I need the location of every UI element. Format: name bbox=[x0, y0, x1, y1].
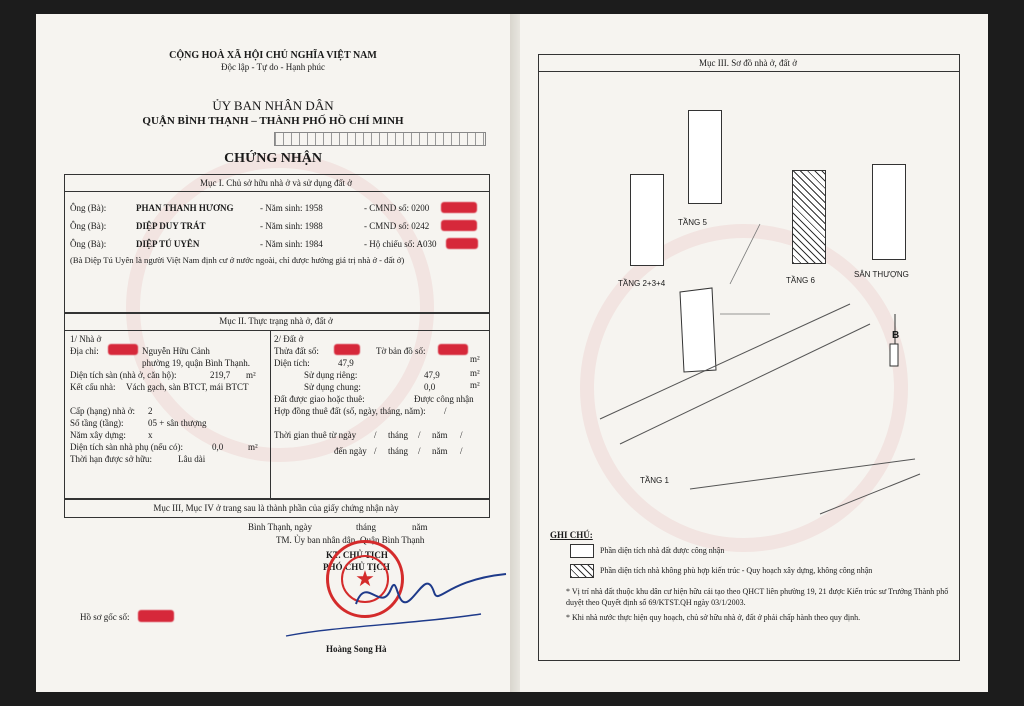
slash: / bbox=[460, 446, 463, 456]
district-title: QUẬN BÌNH THẠNH – THÀNH PHỐ HỒ CHÍ MINH bbox=[142, 115, 404, 127]
lease-contract-label: Hợp đồng thuê đất (số, ngày, tháng, năm): bbox=[274, 406, 426, 416]
plan-note: * Khi nhà nước thực hiện quy hoạch, chủ sở hữu nhà ở, đất ở phải chấp hành theo quy định. bbox=[566, 613, 861, 622]
house-grade-label: Cấp (hạng) nhà ở: bbox=[70, 406, 135, 416]
owner-name: DIỆP TÚ UYÊN bbox=[136, 239, 200, 249]
built-year-value: x bbox=[148, 430, 153, 440]
tenure-value: Lâu dài bbox=[178, 454, 206, 464]
sign-month-label: tháng bbox=[356, 522, 376, 532]
floor-plan-caption: TẦNG 6 bbox=[786, 276, 815, 285]
owner-name: DIỆP DUY TRÁT bbox=[136, 221, 206, 231]
sign-year-label: năm bbox=[412, 522, 428, 532]
year-label: năm bbox=[432, 430, 448, 440]
north-arrow-label: B bbox=[892, 330, 900, 341]
unit: m² bbox=[470, 368, 480, 378]
sign-district: Quận Bình Thạnh bbox=[360, 535, 425, 545]
sign-on-behalf: TM. Ủy ban nhân dân bbox=[276, 535, 356, 545]
owner-prefix: Ông (Bà): bbox=[70, 239, 107, 249]
redaction-mark bbox=[138, 610, 174, 622]
owner-birth-year: - Năm sinh: 1984 bbox=[260, 239, 323, 249]
land-area-value: 47,9 bbox=[338, 358, 354, 368]
year-label: năm bbox=[432, 446, 448, 456]
official-red-seal: ★ bbox=[326, 540, 404, 618]
owner-id: - CMND số: 0200 bbox=[364, 203, 430, 213]
certificate-right-page bbox=[520, 14, 988, 692]
slash: / bbox=[460, 430, 463, 440]
signer-name: Hoàng Song Hà bbox=[326, 644, 387, 654]
storeys-value: 05 + sân thượng bbox=[148, 418, 207, 428]
floor-area-label: Diện tích sàn (nhà ở, căn hộ): bbox=[70, 370, 177, 380]
private-use-label: Sử dụng riêng: bbox=[304, 370, 358, 380]
lease-to-label: đến ngày bbox=[334, 446, 367, 456]
common-use-label: Sử dụng chung: bbox=[304, 382, 361, 392]
slash: / bbox=[418, 430, 421, 440]
handwritten-signature bbox=[36, 14, 510, 692]
site-plan-title: Mục III. Sơ đồ nhà ở, đất ở bbox=[698, 58, 797, 68]
sign-day-label: , ngày bbox=[290, 522, 312, 532]
owner-prefix: Ông (Bà): bbox=[70, 221, 107, 231]
map-sheet-label: Tờ bản đồ số: bbox=[376, 346, 426, 356]
motto: Độc lập - Tự do - Hạnh phúc bbox=[221, 62, 325, 72]
owner-name: PHAN THANH HƯƠNG bbox=[136, 203, 234, 213]
structure-value: Vách gạch, sàn BTCT, mái BTCT bbox=[126, 382, 249, 392]
certificate-title: CHỨNG NHẬN bbox=[224, 151, 322, 166]
lease-from-label: Thời gian thuê từ ngày bbox=[274, 430, 357, 440]
footer-note: Mục III, Mục IV ở trang sau là thành phần của giấy chứng nhận này bbox=[153, 503, 399, 513]
month-label: tháng bbox=[388, 446, 408, 456]
owner-id: - CMND số: 0242 bbox=[364, 221, 430, 231]
lease-contract-value: / bbox=[444, 406, 447, 416]
land-form-value: Được công nhận bbox=[414, 394, 474, 404]
house-address-ward: phường 19, quận Bình Thạnh. bbox=[142, 358, 250, 368]
floor-plan-caption: TẦNG 5 bbox=[678, 218, 707, 227]
slash: / bbox=[374, 430, 377, 440]
private-use-value: 47,9 bbox=[424, 370, 440, 380]
file-number-label: Hồ sơ gốc số: bbox=[80, 612, 130, 622]
tenure-label: Thời hạn được sở hữu: bbox=[70, 454, 153, 464]
owner-passport: - Hộ chiếu số: A030 bbox=[364, 239, 437, 249]
unit: m² bbox=[470, 354, 480, 364]
floor-area-value: 219,7 bbox=[210, 370, 231, 380]
month-label: tháng bbox=[388, 430, 408, 440]
land-form-label: Đất được giao hoặc thuê: bbox=[274, 394, 365, 404]
land-area-label: Diện tích: bbox=[274, 358, 310, 368]
owner-birth-year: - Năm sinh: 1988 bbox=[260, 221, 323, 231]
aux-area-value: 0,0 bbox=[212, 442, 224, 452]
structure-label: Kết cấu nhà: bbox=[70, 382, 116, 392]
republic-title: CỘNG HOÀ XÃ HỘI CHỦ NGHĨA VIỆT NAM bbox=[169, 50, 377, 61]
slash: / bbox=[374, 446, 377, 456]
owner-note: (Bà Diệp Tú Uyên là người Việt Nam định cư ở nước ngoài, chỉ được hưởng giá trị nhà ở - đất ở) bbox=[70, 255, 405, 265]
floor-plan-caption: TẦNG 2+3+4 bbox=[618, 279, 666, 288]
unit: m² bbox=[246, 370, 256, 380]
section-property-title: Mục II. Thực trạng nhà ở, đất ở bbox=[219, 316, 333, 326]
house-address-label: Địa chỉ: bbox=[70, 346, 99, 356]
land-heading: 2/ Đất ở bbox=[274, 334, 304, 344]
legend-swatch-not-recognized bbox=[570, 564, 594, 578]
sign-kt-label: KT. CHỦ TỊCH bbox=[326, 550, 388, 560]
common-use-value: 0,0 bbox=[424, 382, 436, 392]
slash: / bbox=[418, 446, 421, 456]
storeys-label: Số tầng (tầng): bbox=[70, 418, 124, 428]
house-address-street: Nguyễn Hữu Cảnh bbox=[142, 346, 210, 356]
house-heading: 1/ Nhà ở bbox=[70, 334, 102, 344]
committee-title: ỦY BAN NHÂN DÂN bbox=[212, 98, 334, 113]
legend-title: GHI CHÚ: bbox=[550, 530, 593, 540]
section-owners-title: Mục I. Chủ sở hữu nhà ở và sử dụng đất ở bbox=[199, 178, 353, 188]
legend-text: Phần diện tích nhà đất được công nhận bbox=[600, 546, 725, 555]
unit: m² bbox=[248, 442, 258, 452]
legend-swatch-recognized bbox=[570, 544, 594, 558]
plan-note: * Vị trí nhà đất thuộc khu dân cư hiện hữu cải tạo theo QHCT liên phường 19, 21 được Kiến trúc sư Trưởng Thành phố duyệt theo Quyết định số 69/KTST.QH ngày 03/1/2003. bbox=[566, 587, 949, 607]
built-year-label: Năm xây dựng: bbox=[70, 430, 126, 440]
plot-number-label: Thửa đất số: bbox=[274, 346, 319, 356]
sign-place: Bình Thạnh bbox=[248, 522, 291, 532]
certificate-left-page bbox=[36, 14, 510, 692]
aux-area-label: Diện tích sàn nhà phụ (nếu có): bbox=[70, 442, 183, 452]
unit: m² bbox=[470, 380, 480, 390]
legend-text: Phần diện tích nhà không phù hợp kiến trúc - Quy hoạch xây dựng, không công nhận bbox=[600, 566, 873, 575]
owner-birth-year: - Năm sinh: 1958 bbox=[260, 203, 323, 213]
sign-role: PHÓ CHỦ TỊCH bbox=[323, 562, 390, 572]
house-grade-value: 2 bbox=[148, 406, 153, 416]
owner-prefix: Ông (Bà): bbox=[70, 203, 107, 213]
floor-plan-caption: TẦNG 1 bbox=[640, 476, 669, 485]
floor-plan-caption: SÂN THƯỢNG bbox=[854, 270, 909, 279]
